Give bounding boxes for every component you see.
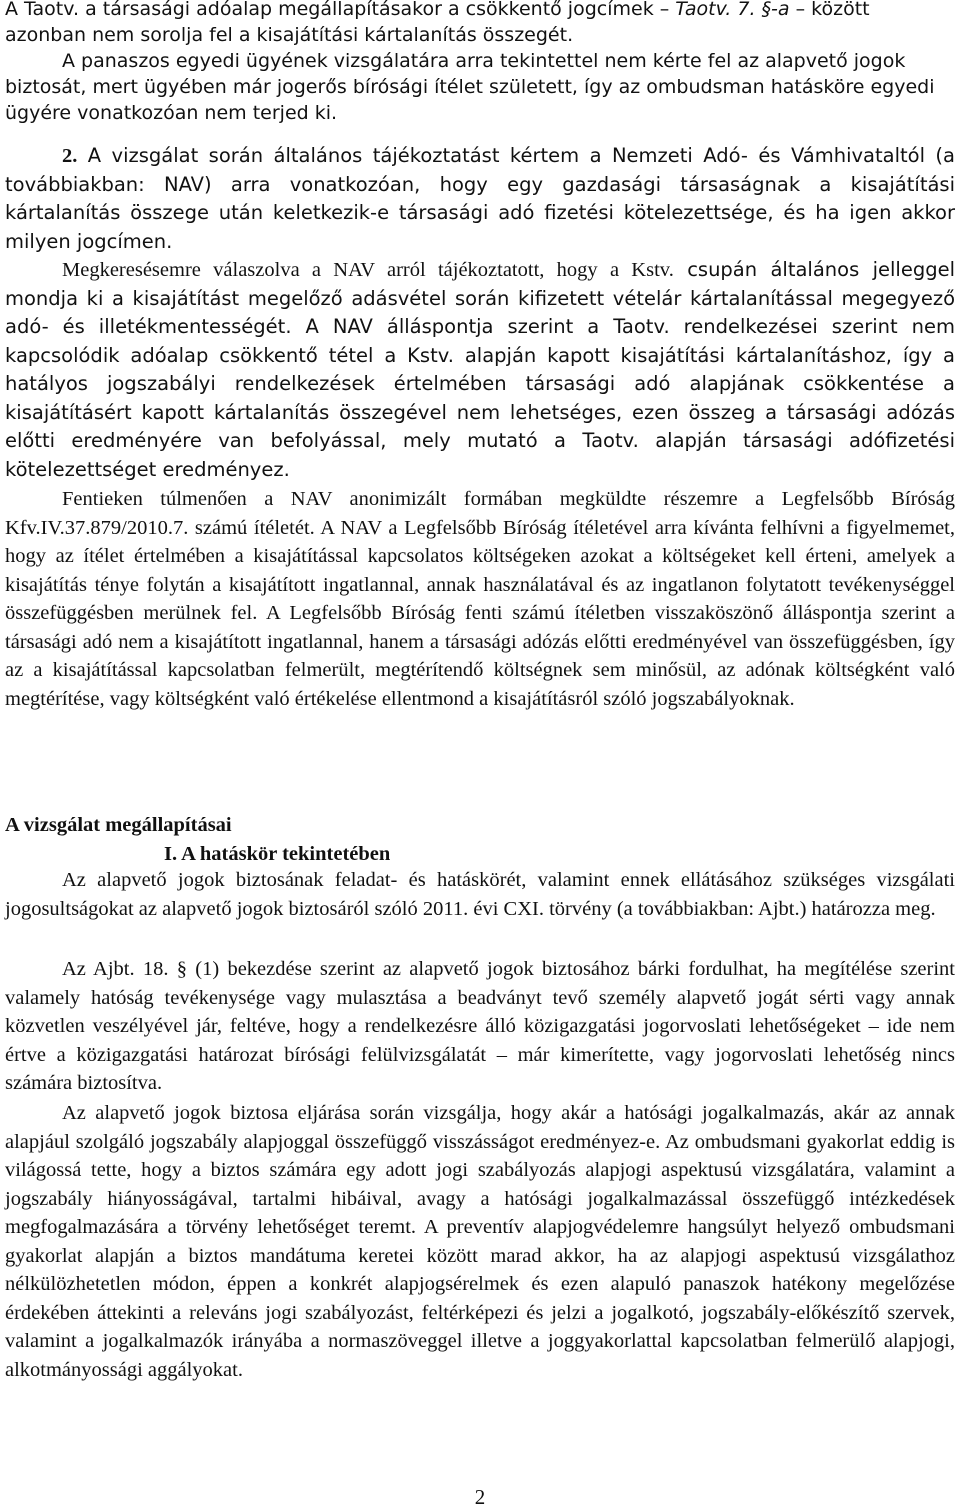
p1-text-italic: Taotv. 7. §-a	[675, 0, 790, 20]
p1-text-c: – között azonban nem sorolja fel a kisajátítási kártalanítás összegét.	[5, 0, 870, 46]
paragraph-ajbt-18: Az Ajbt. 18. § (1) bekezdése szerint az alapvető jogok biztosához bárki fordulhat, ha megítélése szerint valamely hatóság tevékenysége vagy mulasztása a beadványt tevő személy alapvető jogát sérti vagy annak közvetlen veszélyével jár, feltéve, hogy a rendelkezésre álló közigazgatási jogorvoslati lehetőségeket – ide nem értve a közigazgatási határozat bírósági felülvizsgálatát – már kimerítette, vagy jogorvoslati lehetőség nincs számára biztosítva.	[5, 958, 955, 1094]
p4-text-a: Megkeresésemre válaszolva a NAV arról tájékoztatott, hogy a Kstv.	[62, 259, 674, 281]
p3-text: A vizsgálat során általános tájékoztatást kértem a Nemzeti Adó- és Vámhivataltól (a továbbiakban: NAV) arra vonatkozóan, hogy egy gazdasági társaságnak a kisajátítási kártalanítás összege után keletkezik-e társasági adó fizetési kötelezettsége, és ha igen akkor milyen jogcímen.	[5, 144, 955, 253]
page-number: 2	[474, 1485, 486, 1509]
section-heading: A vizsgálat megállapításai	[5, 814, 232, 836]
paragraph-hataskor: Az alapvető jogok biztosának feladat- és hatáskörét, valamint ennek ellátásához szükséges vizsgálati jogosultságokat az alapvető jogok biztosáról szóló 2011. évi CXI. törvény (a továbbiakban: Ajbt.) határozza meg.	[5, 869, 955, 920]
paragraph-taotv-note	[5, 0, 955, 48]
paragraph-legfelsobb-birosag: Fentieken túlmenően a NAV anonimizált formában megküldte részemre a Legfelsőbb Bíróság Kfv.IV.37.879/2010.7. számú ítéletét. A NAV a Legfelsőbb Bíróság ítéletével arra kívánta felhívni a figyelmemet, hogy az ítélet értelmében a kisajátítással kapcsolatos költségeken azokat a költségeket kell érteni, amelyek a kisajátítás ténye folytán a kisajátított ingatlannal, annak használatával és az ingatlanon folytatott tevékenységgel összefüggésben merülnek fel. A Legfelsőbb Bíróság fenti számú ítéletben visszaköszönő álláspontja szerint a társasági adó nem a kisajátított ingatlannal, hanem a társasági adózás előtti eredményével van összefüggésben, így az a kisajátítással kapcsolatban felmerült, megtérítendő költségnek sem minősül, az adónak költségként való megtérítése, vagy költségként való értékelése ellentmond a kisajátításról szóló jogszabályoknak.	[5, 488, 955, 710]
p4-text-b: csupán általános jelleggel mondja ki a kisajátítást megelőző adásvétel során kifizetett vételár kártalanítással megegyező adó- és illetékmentességét. A NAV álláspontja szerint a Taotv. rendelkezései szerint nem kapcsolódik adóalap csökkentő tétel a Kstv. alapján kapott kisajátítási kártalanításhoz, így a hatályos jogszabályi rendelkezések értelmében társasági adó alapjának csökkentése a kisajátításért kapott kártalanítás összegével nem lehetséges, ezen összeg a társasági adózás előtti eredményére van befolyással, mely mutató a Taotv. alapján társasági adófizetési kötelezettséget eredményez.	[5, 258, 956, 481]
paragraph-panaszos: A panaszos egyedi ügyének vizsgálatára arra tekintettel nem kérte fel az alapvető jogok biztosát, mert ügyében már jogerős bírósági ítélet született, így az ombudsman hatásköre egyedi ügyére vonatkozóan nem terjed ki.	[5, 50, 935, 124]
p1-text-a: A Taotv. a társasági adóalap megállapításakor a csökkentő jogcímek –	[5, 0, 676, 20]
paragraph-number: 2.	[62, 145, 78, 167]
subsection-heading: I. A hatáskör tekintetében	[164, 843, 391, 865]
paragraph-nav-response	[5, 256, 955, 484]
paragraph-biztos-eljarasa: Az alapvető jogok biztosa eljárása során vizsgálja, hogy akár a hatósági jogalkalmazás, akár az annak alapjául szolgáló jogszabály alapjoggal összefüggő visszásságot eredményez-e. Az ombudsmani gyakorlat eddig is világossá tette, hogy a biztos számára egy adott jogi szabályozás alapjogi aspektusú vizsgálatára, valamint a jogszabály hiányosságával, tartalmi hibáival, avagy a hatósági jogalkalmazással összefüggő intézkedések megfogalmazására a törvény lehetőséget teremt. A preventív alapjogvédelemre hangsúlyt helyező ombudsmani gyakorlat alapján a biztos mandátuma keretei között marad akkor, ha az alapjogi aspektusú vizsgálathoz nélkülözhetetlen módon, éppen a konkrét alapjogsérelmek és ezen alapuló panaszok hatékony megelőzése érdekében áttekinti a releváns jogi szabályozást, feltérképezi és jelzi a jogalkotó, jogszabály-előkészítő szervek, valamint a jogalkalmazók irányába a normaszöveggel illetve a joggyakorlattal kapcsolatban felmerülő alapjogi, alkotmányossági aggályokat.	[5, 1102, 955, 1381]
paragraph-2-nav-inquiry	[5, 142, 955, 256]
